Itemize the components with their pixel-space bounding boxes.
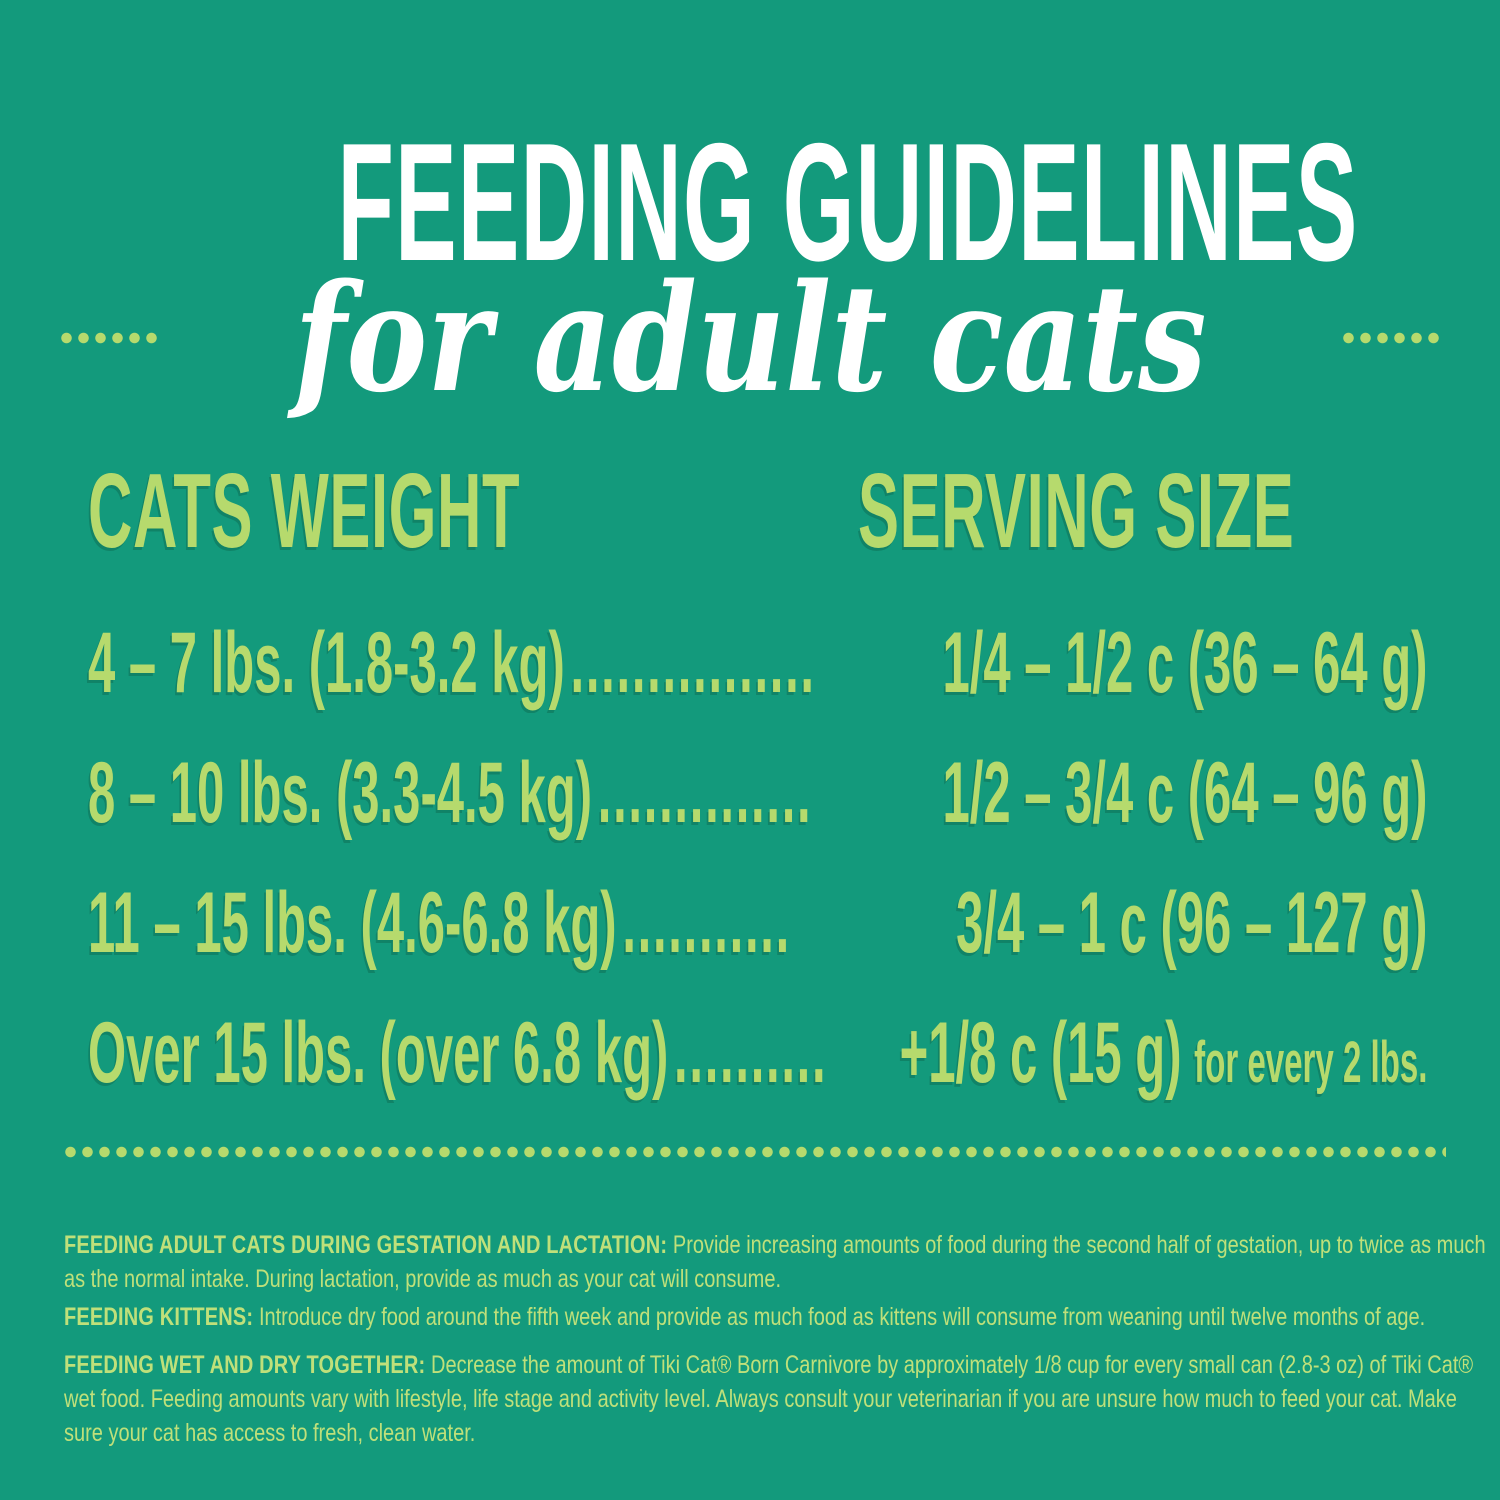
row-weight: 8 – 10 lbs. (3.3-4.5 kg) (88, 745, 593, 841)
footnote-text: Decrease the amount of Tiki Cat® Born Carnivore by approximately 1/8 cup for every small can (2.8-3 oz) of Tiki Cat® wet food. Feeding amounts vary with lifestyle, life stage and activity level. Always consult your veterinarian if you are unsure how much to feed your cat. Make sure your cat has access to fresh, clean water. (64, 1351, 1474, 1447)
row-serving: 1/4 – 1/2 c (36 – 64 g) (942, 615, 1428, 711)
footnote-kittens (64, 1300, 1496, 1334)
page-title: FEEDING GUIDELINES (337, 108, 1359, 296)
dotted-divider (62, 1144, 1446, 1160)
footnote-text: Provide increasing amounts of food during the second half of gestation, up to twice as much as the normal intake. During lactation, provide as much as your cat will consume. (64, 1231, 1486, 1293)
footnote-label: FEEDING ADULT CATS DURING GESTATION AND LACTATION: (64, 1231, 673, 1259)
dotted-rule-right (1340, 330, 1442, 346)
row-note: for every 2 lbs. (1194, 1030, 1428, 1095)
dotted-rule-left (58, 330, 160, 346)
footnote-text: Introduce dry food around the fifth week and provide as much food as kittens will consume from weaning until twelve months of age. (258, 1303, 1426, 1331)
column-header-cats-weight: CATS WEIGHT (88, 452, 521, 570)
table-row (88, 1005, 1428, 1101)
row-weight: 11 – 15 lbs. (4.6-6.8 kg) (88, 875, 617, 971)
row-weight: 4 – 7 lbs. (1.8-3.2 kg) (88, 615, 565, 711)
row-leader-dots: ................ (570, 618, 816, 709)
row-serving: 3/4 – 1 c (96 – 127 g) (956, 875, 1428, 971)
footnote-label: FEEDING KITTENS: (64, 1303, 259, 1331)
column-header-serving-size: SERVING SIZE (858, 452, 1295, 570)
page-subtitle: for adult cats (293, 251, 1207, 425)
row-serving: +1/8 c (15 g) (899, 1005, 1182, 1101)
row-leader-dots: .............. (597, 748, 813, 839)
table-row (88, 745, 1428, 841)
row-serving: 1/2 – 3/4 c (64 – 96 g) (942, 745, 1428, 841)
row-leader-dots: .......... (674, 1008, 828, 1099)
table-row (88, 875, 1428, 971)
row-leader-dots: ........... (622, 878, 791, 969)
footnote-wet-and-dry (64, 1348, 1496, 1450)
footnote-gestation (64, 1228, 1496, 1296)
subtitle-row (58, 248, 1442, 428)
row-weight: Over 15 lbs. (over 6.8 kg) (88, 1005, 669, 1101)
table-row (88, 615, 1428, 711)
footnote-label: FEEDING WET AND DRY TOGETHER: (64, 1351, 432, 1379)
